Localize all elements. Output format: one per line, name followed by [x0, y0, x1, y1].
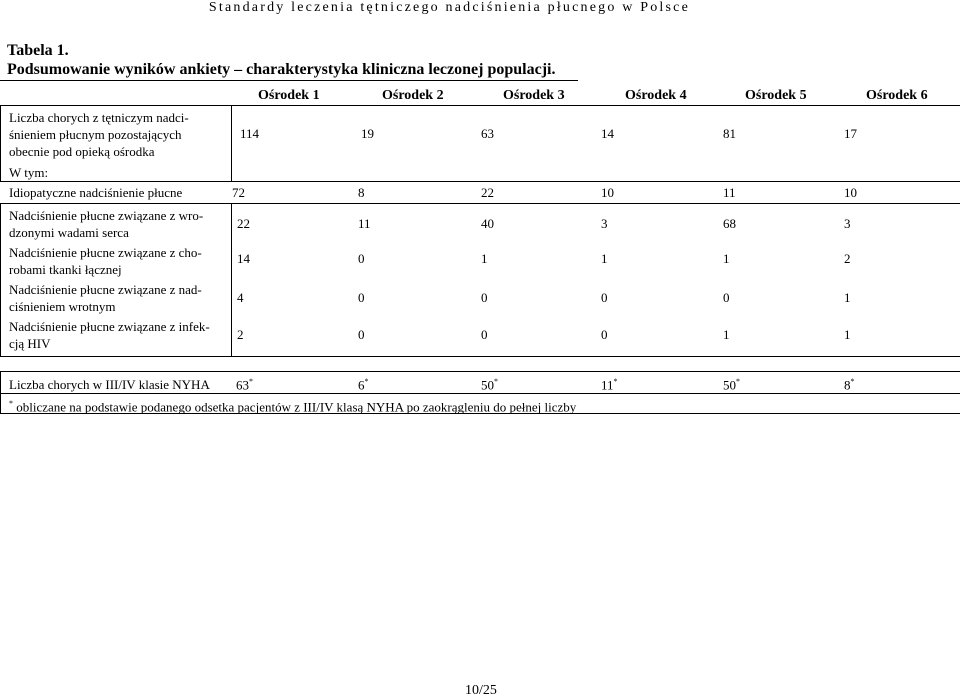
- cell-value: 22: [237, 216, 250, 231]
- cell-value: 14: [237, 251, 250, 266]
- table-border: [0, 203, 1, 356]
- cell-value: 6*: [358, 377, 369, 393]
- cell-value: 22: [481, 185, 494, 200]
- cell-value: 50*: [481, 377, 498, 393]
- cell-value: 0: [358, 290, 365, 305]
- table-border: [0, 105, 1, 181]
- cell-value: 1: [601, 251, 608, 266]
- column-header: Ośrodek 5: [745, 88, 807, 103]
- page-number: 10/25: [465, 683, 497, 698]
- column-header: Ośrodek 2: [382, 88, 444, 103]
- cell-value: 1: [844, 327, 851, 342]
- cell-value: 11: [723, 185, 736, 200]
- cell-value: 2: [844, 251, 851, 266]
- cell-value: 10: [844, 185, 857, 200]
- cell-value: 1: [844, 290, 851, 305]
- row-label-hiv: Nadciśnienie płucne związane z infek- cją HIV: [9, 319, 210, 351]
- cell-value: 1: [481, 251, 488, 266]
- cell-value: 50*: [723, 377, 740, 393]
- cell-value: 81: [723, 126, 736, 141]
- cell-value: 68: [723, 216, 736, 231]
- cell-value: 14: [601, 126, 614, 141]
- cell-value: 0: [481, 327, 488, 342]
- cell-value: 63*: [236, 377, 253, 393]
- column-header: Ośrodek 6: [866, 88, 928, 103]
- table-rule: [0, 181, 960, 182]
- cell-value: 8*: [844, 377, 855, 393]
- table-rule: [0, 393, 960, 394]
- row-label-connective-tissue: Nadciśnienie płucne związane z cho- robami tkanki łącznej: [9, 245, 202, 277]
- cell-value: 0: [723, 290, 730, 305]
- table-border: [231, 203, 232, 356]
- cell-value: 63: [481, 126, 494, 141]
- cell-value: 114: [240, 126, 260, 141]
- cell-value: 1: [723, 327, 730, 342]
- column-header: Ośrodek 1: [258, 88, 320, 103]
- cell-value: 10: [601, 185, 614, 200]
- w-tym-label: W tym:: [9, 165, 49, 180]
- table-border: [231, 105, 232, 181]
- cell-value: 3: [601, 216, 608, 231]
- cell-value: 2: [237, 327, 244, 342]
- table-rule: [0, 371, 960, 372]
- row-label-portal: Nadciśnienie płucne związane z nad- ciśnieniem wrotnym: [9, 282, 202, 314]
- column-header: Ośrodek 4: [625, 88, 687, 103]
- cell-value: 0: [358, 327, 365, 342]
- table-rule: [0, 356, 960, 357]
- caption-underline: [0, 80, 578, 81]
- cell-value: 0: [358, 251, 365, 266]
- cell-value: 0: [601, 290, 608, 305]
- cell-value: 0: [601, 327, 608, 342]
- cell-value: 1: [723, 251, 730, 266]
- cell-value: 17: [844, 126, 857, 141]
- table-rule: [0, 105, 960, 106]
- cell-value: 40: [481, 216, 494, 231]
- table-border: [0, 371, 1, 413]
- cell-value: 0: [481, 290, 488, 305]
- cell-value: 4: [237, 290, 244, 305]
- cell-value: 8: [358, 185, 365, 200]
- row-label-nyha: Liczba chorych w III/IV klasie NYHA: [9, 377, 210, 392]
- cell-value: 3: [844, 216, 851, 231]
- column-header: Ośrodek 3: [503, 88, 565, 103]
- cell-value: 11: [358, 216, 371, 231]
- cell-value: 19: [361, 126, 374, 141]
- row-label-total: Liczba chorych z tętniczym nadci- śnieniem płucnym pozostających obecnie pod opieką ośrodka: [9, 110, 189, 159]
- table-caption: Podsumowanie wyników ankiety – charakterystyka kliniczna leczonej populacji.: [7, 61, 556, 78]
- table-label: Tabela 1.: [7, 42, 69, 59]
- cell-value: 11*: [601, 377, 618, 393]
- row-label-idiopathic: Idiopatyczne nadciśnienie płucne: [9, 185, 183, 200]
- footnote: * obliczane na podstawie podanego odsetka pacjentów z III/IV klasą NYHA po zaokrągleniu do pełnej liczby: [9, 399, 577, 415]
- running-header: Standardy leczenia tętniczego nadciśnienia płucnego w Polsce: [208, 0, 690, 15]
- table-rule: [0, 203, 960, 204]
- row-label-congenital: Nadciśnienie płucne związane z wro- dzonymi wadami serca: [9, 208, 204, 240]
- cell-value: 72: [232, 185, 245, 200]
